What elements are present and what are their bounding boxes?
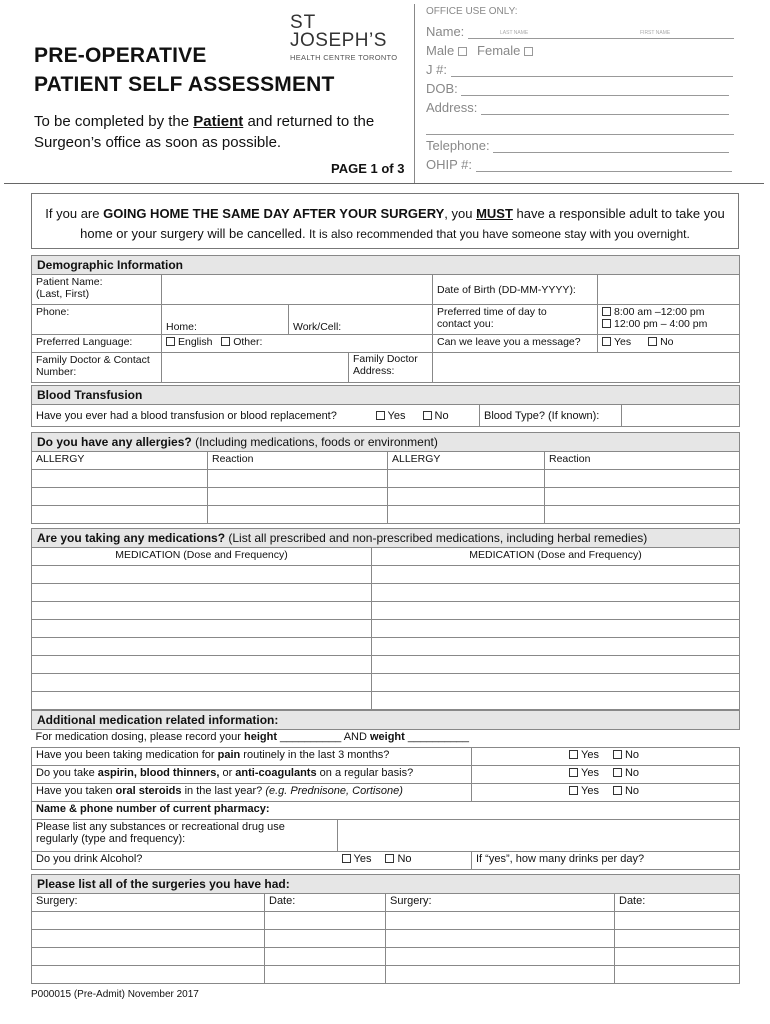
steroids-options: Yes No [472,784,740,802]
demographic-table [31,255,740,383]
transfusion-yes-checkbox[interactable] [376,411,385,420]
allergies-table [31,432,740,524]
alcohol-question: Do you drink Alcohol? [32,852,338,870]
table-row [32,966,740,984]
surgery-col-header: Surgery: [32,894,265,912]
substances-field[interactable] [338,820,740,852]
table-row [32,638,740,656]
aspirin-no-checkbox[interactable] [613,768,622,777]
table-row [32,602,740,620]
pain-options: Yes No [472,748,740,766]
steroids-question: Have you taken oral steroids in the last year? (e.g. Prednisone, Cortisone) [32,784,472,802]
demographic-heading: Demographic Information [32,256,740,275]
patient-name-field[interactable] [162,275,433,305]
family-doctor-field[interactable] [162,353,433,383]
reaction-col-header: Reaction [208,452,388,470]
allergies-heading: Do you have any allergies? (Including medications, foods or environment) [32,433,740,452]
office-ohip-row[interactable]: OHIP #: [426,157,732,172]
alcohol-yes-checkbox[interactable] [342,854,351,863]
office-address-row2[interactable] [426,120,734,135]
header-rule [4,183,764,184]
home-phone-field[interactable]: Home: [162,305,289,335]
dob-field[interactable] [598,275,740,305]
table-row [32,620,740,638]
pain-question: Have you been taking medication for pain routinely in the last 3 months? [32,748,472,766]
reaction-col-header-2: Reaction [545,452,740,470]
drinks-per-day-field[interactable]: If “yes”, how many drinks per day? [472,852,740,870]
message-label: Can we leave you a message? [433,335,598,353]
office-j-row[interactable]: J #: [426,62,733,77]
same-day-notice: If you are GOING HOME THE SAME DAY AFTER YOUR SURGERY, you MUST have a responsible adult to take you home or your surgery will be cancelled. It is also recommended that you have someone stay with you overnight. [31,193,739,249]
message-yes-checkbox[interactable] [602,337,611,346]
last-name-hint: LAST NAME [500,30,529,36]
surgery-col-header-2: Surgery: [386,894,615,912]
steroids-no-checkbox[interactable] [613,786,622,795]
allergy-col-header-2: ALLERGY [388,452,545,470]
form-footer-code: P000015 (Pre-Admit) November 2017 [31,989,199,1000]
time-am-checkbox[interactable] [602,307,611,316]
date-col-header: Date: [265,894,386,912]
aspirin-question: Do you take aspirin, blood thinners, or anti-coagulants on a regular basis? [32,766,472,784]
office-dob-row[interactable]: DOB: [426,81,729,96]
table-row [32,674,740,692]
table-row [32,470,740,488]
work-phone-field[interactable]: Work/Cell: [289,305,433,335]
patient-name-label: Patient Name: (Last, First) [32,275,162,305]
transfusion-question: Have you ever had a blood transfusion or blood replacement? [32,405,372,427]
date-col-header-2: Date: [615,894,740,912]
table-row [32,566,740,584]
message-options: Yes No [598,335,740,353]
pain-no-checkbox[interactable] [613,750,622,759]
header [0,0,770,184]
office-use-heading: OFFICE USE ONLY: [426,6,518,17]
family-doctor-address-label: Family Doctor Address: [348,352,418,382]
form-title-line1: PRE-OPERATIVE [34,44,207,67]
language-options: English Other: [162,335,433,353]
substances-label: Please list any substances or recreational drug use regularly (type and frequency): [32,820,338,852]
time-pm-checkbox[interactable] [602,319,611,328]
phone-label: Phone: [32,305,162,335]
medication-col-header: MEDICATION (Dose and Frequency) [32,548,372,566]
height-weight-row[interactable]: For medication dosing, please record your height __________ AND weight __________ [35,731,470,743]
pref-time-options: 8:00 am –12:00 pm 12:00 pm – 4:00 pm [598,305,740,335]
office-telephone-row[interactable]: Telephone: [426,138,729,153]
transfusion-options: Yes No [372,405,480,427]
language-label: Preferred Language: [32,335,162,353]
table-row [32,948,740,966]
other-language-checkbox[interactable] [221,337,230,346]
family-doctor-address-field[interactable] [433,353,740,383]
hospital-logo: ST JOSEPH’S HEALTH CENTRE TORONTO [290,12,398,62]
additional-heading: Additional medication related information: [32,711,740,730]
allergy-col-header: ALLERGY [32,452,208,470]
pain-yes-checkbox[interactable] [569,750,578,759]
surgeries-table [31,874,740,984]
english-checkbox[interactable] [166,337,175,346]
table-row [32,506,740,524]
steroids-yes-checkbox[interactable] [569,786,578,795]
table-row [32,488,740,506]
male-checkbox[interactable] [458,47,467,56]
form-title-line2: PATIENT SELF ASSESSMENT [34,73,335,96]
medication-col-header-2: MEDICATION (Dose and Frequency) [372,548,740,566]
aspirin-yes-checkbox[interactable] [569,768,578,777]
table-row [32,912,740,930]
blood-heading: Blood Transfusion [32,386,740,405]
intro-line1: To be completed by the Patient and returned to the [34,113,375,130]
office-name-row[interactable]: Name: [426,24,734,39]
aspirin-options: Yes No [472,766,740,784]
additional-medication-table [31,710,740,870]
pharmacy-row[interactable]: Name & phone number of current pharmacy: [32,802,740,820]
blood-type-field[interactable] [622,405,740,427]
office-use-block [426,6,756,172]
table-row [32,584,740,602]
medications-table [31,528,740,710]
table-row [32,692,740,710]
dob-label: Date of Birth (DD-MM-YYYY): [433,275,598,305]
message-no-checkbox[interactable] [648,337,657,346]
blood-table [31,385,740,427]
blood-type-label: Blood Type? (If known): [480,405,622,427]
office-address-row[interactable]: Address: [426,100,729,115]
office-divider [414,4,415,184]
medications-heading: Are you taking any medications? (List all prescribed and non-prescribed medications, including herbal remedies) [32,529,740,548]
family-doctor-label: Family Doctor & Contact Number: [32,353,162,383]
table-row [32,656,740,674]
alcohol-options: Yes No [338,852,472,870]
office-sex-row: Male Female [426,43,536,58]
page-number: PAGE 1 of 3 [331,161,405,176]
first-name-hint: FIRST NAME [640,30,671,36]
intro-line2: Surgeon’s office as soon as possible. [34,134,282,151]
transfusion-no-checkbox[interactable] [423,411,432,420]
table-row [32,930,740,948]
surgeries-heading: Please list all of the surgeries you have had: [32,875,740,894]
pref-time-label: Preferred time of day to contact you: [433,305,598,335]
alcohol-no-checkbox[interactable] [385,854,394,863]
female-checkbox[interactable] [524,47,533,56]
